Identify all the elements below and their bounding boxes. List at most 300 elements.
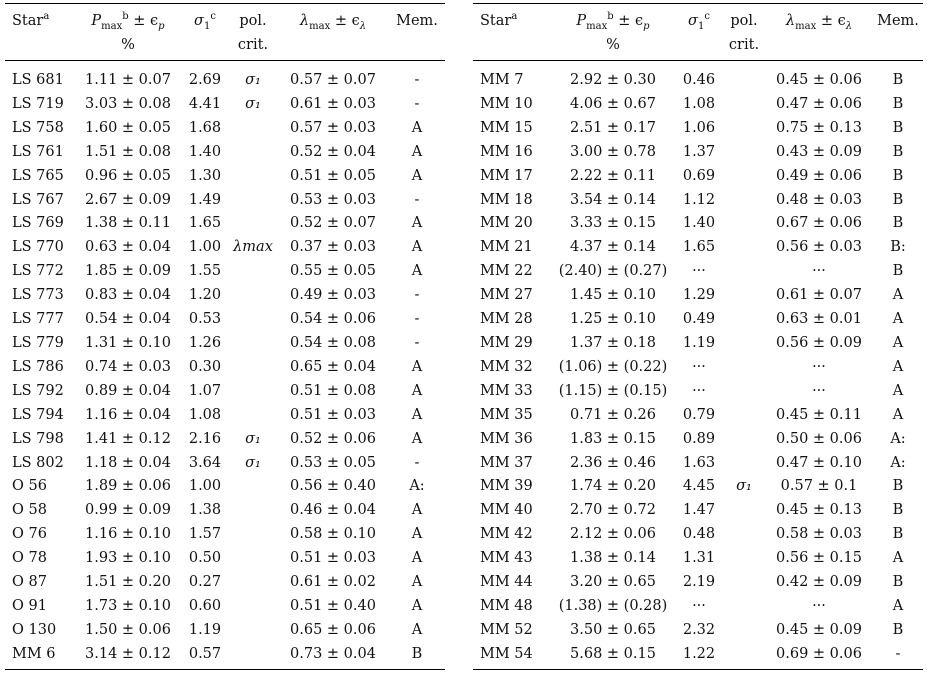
header-membership: Mem.: [389, 4, 445, 34]
cell-lambda: 0.57 ± 0.07: [290, 72, 376, 88]
header-pol-crit: pol.: [229, 4, 277, 34]
cell-pmax: 1.83 ± 0.15: [570, 430, 656, 447]
cell-sigma: 1.12: [682, 191, 716, 208]
header-pmax-unit: %: [551, 33, 675, 61]
cell-pol-crit: [723, 308, 765, 332]
cell-pmax: 3.03 ± 0.08: [85, 95, 171, 112]
cell-lambda: 0.53 ± 0.03: [290, 191, 376, 208]
cell-lambda: 0.51 ± 0.40: [290, 597, 376, 614]
cell-star: LS 772: [12, 263, 64, 280]
cell-star: MM 22: [480, 263, 533, 280]
cell-lambda: 0.45 ± 0.06: [776, 72, 862, 88]
cell-lambda: 0.50 ± 0.06: [776, 430, 862, 447]
cell-star: LS 802: [12, 454, 64, 471]
cell-star: LS 773: [12, 287, 64, 304]
cell-membership: A: [411, 263, 423, 280]
cell-membership: -: [414, 72, 420, 88]
cell-pmax: 1.60 ± 0.05: [85, 119, 171, 136]
cell-pol-crit: [723, 236, 765, 260]
table-row: [5, 523, 445, 547]
cell-sigma: 1.37: [682, 143, 716, 160]
cell-pol-crit: [723, 571, 765, 595]
cell-sigma: 2.32: [682, 621, 716, 638]
cell-pmax: (1.06) ± (0.22): [558, 358, 668, 375]
cell-sigma: 2.16: [188, 430, 222, 447]
cell-membership: A: [411, 550, 423, 567]
cell-sigma: ···: [692, 263, 706, 280]
table-row: [473, 523, 923, 547]
cell-star: MM 37: [480, 454, 533, 471]
cell-pmax: 1.38 ± 0.14: [570, 550, 656, 567]
cell-lambda: 0.47 ± 0.10: [776, 454, 862, 471]
cell-pmax: 1.25 ± 0.10: [570, 311, 656, 328]
table-row: [473, 93, 923, 117]
cell-lambda: 0.56 ± 0.03: [776, 239, 862, 256]
cell-pmax: 1.45 ± 0.10: [570, 287, 656, 304]
table-row: [473, 284, 923, 308]
cell-pmax: 1.50 ± 0.06: [85, 621, 171, 638]
table-row: [473, 619, 923, 643]
cell-pol-crit: [229, 308, 277, 332]
table-row: [473, 356, 923, 380]
cell-lambda: 0.61 ± 0.03: [290, 95, 376, 112]
cell-star: MM 18: [480, 191, 533, 208]
cell-pol-crit: [229, 404, 277, 428]
table-row: [5, 212, 445, 236]
cell-sigma: 0.53: [188, 311, 222, 328]
cell-pmax: 0.83 ± 0.04: [85, 287, 171, 304]
cell-sigma: 1.19: [682, 334, 716, 351]
cell-lambda: 0.49 ± 0.06: [776, 167, 862, 184]
cell-pmax: (2.40) ± (0.27): [558, 263, 668, 280]
cell-pmax: 4.37 ± 0.14: [570, 239, 656, 256]
cell-pol-crit: [723, 547, 765, 571]
cell-pol-crit: [723, 452, 765, 476]
cell-sigma: 0.89: [682, 430, 716, 447]
cell-sigma: 1.40: [682, 215, 716, 232]
cell-pmax: 3.33 ± 0.15: [570, 215, 656, 232]
table-row: [473, 61, 923, 93]
cell-pmax: 2.92 ± 0.30: [570, 72, 656, 88]
header-pmax: $P_{max}^b \pm \epsilon_p$: [75, 4, 181, 34]
header-lambda: $\lambda_{max} \pm \epsilon_\lambda$: [277, 4, 389, 34]
cell-sigma: 1.47: [682, 502, 716, 519]
cell-sigma: 1.08: [682, 95, 716, 112]
header-pmax: $P_{max}^b \pm \epsilon_p$: [551, 4, 675, 34]
cell-pol-crit: [229, 165, 277, 189]
table-header: [473, 4, 923, 61]
table-row: [473, 189, 923, 213]
table-row: [5, 284, 445, 308]
cell-sigma: 0.49: [682, 311, 716, 328]
cell-pol-crit: [229, 571, 277, 595]
cell-star: LS 786: [12, 358, 64, 375]
cell-sigma: 1.08: [188, 406, 222, 423]
cell-lambda: 0.52 ± 0.07: [290, 215, 376, 232]
cell-lambda: 0.42 ± 0.09: [776, 574, 862, 591]
cell-star: MM 21: [480, 239, 533, 256]
cell-pol-crit: [723, 61, 765, 93]
cell-membership: -: [414, 95, 420, 112]
cell-pmax: 0.99 ± 0.09: [85, 502, 171, 519]
table-row: [5, 117, 445, 141]
cell-pol-crit: [723, 643, 765, 669]
table-row: [5, 452, 445, 476]
table-row: [473, 499, 923, 523]
cell-sigma: 1.07: [188, 382, 222, 399]
table-row: [5, 643, 445, 669]
cell-membership: A: [411, 382, 423, 399]
cell-pol-crit: σ₁: [736, 478, 752, 495]
cell-pmax: 1.16 ± 0.04: [85, 406, 171, 423]
header-sigma: $\sigma_1^c$: [675, 4, 723, 34]
cell-pol-crit: [723, 380, 765, 404]
cell-lambda: 0.55 ± 0.05: [290, 263, 376, 280]
cell-lambda: 0.65 ± 0.04: [290, 358, 376, 375]
cell-lambda: 0.61 ± 0.02: [290, 574, 376, 591]
cell-membership: B: [892, 478, 904, 495]
cell-membership: B: [892, 191, 904, 208]
cell-pmax: 3.20 ± 0.65: [570, 574, 656, 591]
cell-pol-crit: [229, 284, 277, 308]
cell-sigma: 0.46: [682, 72, 716, 88]
cell-sigma: 2.69: [188, 72, 222, 88]
cell-star: MM 17: [480, 167, 533, 184]
cell-pol-crit: [723, 619, 765, 643]
cell-pol-crit: [723, 141, 765, 165]
cell-star: MM 33: [480, 382, 533, 399]
table-row: [473, 595, 923, 619]
cell-star: O 87: [12, 574, 47, 591]
cell-membership: A: [892, 406, 904, 423]
cell-sigma: 1.30: [188, 167, 222, 184]
cell-pmax: 1.73 ± 0.10: [85, 597, 171, 614]
cell-membership: B: [892, 167, 904, 184]
cell-star: MM 52: [480, 621, 533, 638]
cell-sigma: 0.57: [181, 643, 229, 669]
table-row: [5, 165, 445, 189]
cell-pmax: 0.71 ± 0.26: [570, 406, 656, 423]
cell-pmax: 1.18 ± 0.04: [85, 454, 171, 471]
cell-membership: B: [892, 263, 904, 280]
cell-lambda: ···: [812, 358, 826, 375]
cell-star: MM 36: [480, 430, 533, 447]
cell-sigma: 0.48: [682, 526, 716, 543]
cell-star: MM 6: [5, 643, 75, 669]
cell-pmax: 1.51 ± 0.20: [85, 574, 171, 591]
header-pmax-unit: %: [75, 33, 181, 61]
cell-lambda: ···: [812, 382, 826, 399]
table-body: [473, 61, 923, 670]
cell-pmax: 3.00 ± 0.78: [570, 143, 656, 160]
cell-lambda: 0.73 ± 0.04: [277, 643, 389, 669]
cell-sigma: 1.49: [188, 191, 222, 208]
cell-lambda: 0.56 ± 0.09: [776, 334, 862, 351]
cell-pol-crit: [229, 356, 277, 380]
cell-star: MM 40: [480, 502, 533, 519]
cell-pol-crit: [229, 523, 277, 547]
cell-sigma: 2.19: [682, 574, 716, 591]
cell-sigma: 1.65: [188, 215, 222, 232]
cell-pol-crit: [229, 475, 277, 499]
cell-membership: B: [892, 621, 904, 638]
table-header: [5, 4, 445, 61]
table-row: [5, 189, 445, 213]
cell-lambda: 0.45 ± 0.09: [776, 621, 862, 638]
header-star: Star$^a$: [473, 4, 551, 34]
cell-pol-crit: [723, 332, 765, 356]
cell-lambda: ···: [812, 597, 826, 614]
cell-pol-crit: [229, 595, 277, 619]
cell-pmax: 0.74 ± 0.03: [85, 358, 171, 375]
cell-star: LS 765: [12, 167, 64, 184]
table-row: [5, 332, 445, 356]
cell-membership: A: [892, 334, 904, 351]
cell-star: MM 10: [480, 95, 533, 112]
table-row: [5, 356, 445, 380]
cell-lambda: 0.54 ± 0.08: [290, 334, 376, 351]
cell-sigma: 4.45: [682, 478, 716, 495]
cell-lambda: 0.51 ± 0.05: [290, 167, 376, 184]
cell-pol-crit: [229, 212, 277, 236]
table-row: [5, 499, 445, 523]
cell-sigma: ···: [692, 597, 706, 614]
cell-pol-crit: [723, 499, 765, 523]
cell-lambda: 0.45 ± 0.11: [776, 406, 862, 423]
table-row: [5, 595, 445, 619]
cell-star: MM 16: [480, 143, 533, 160]
cell-membership: A: [411, 406, 423, 423]
cell-sigma: 4.41: [188, 95, 222, 112]
cell-membership: A: [892, 287, 904, 304]
cell-pmax: 1.16 ± 0.10: [85, 526, 171, 543]
cell-pol-crit: [723, 117, 765, 141]
cell-pol-crit: [229, 189, 277, 213]
cell-membership: B: [389, 643, 445, 669]
cell-star: MM 39: [480, 478, 533, 495]
table-row: [5, 619, 445, 643]
table-row: [473, 260, 923, 284]
cell-pmax: 1.85 ± 0.09: [85, 263, 171, 280]
cell-pmax: 5.68 ± 0.15: [551, 643, 675, 669]
cell-pmax: 3.50 ± 0.65: [570, 621, 656, 638]
cell-membership: A: [411, 574, 423, 591]
cell-sigma: 0.60: [188, 597, 222, 614]
cell-pol-crit: σ₁: [245, 72, 261, 88]
cell-lambda: 0.47 ± 0.06: [776, 95, 862, 112]
cell-pol-crit: σ₁: [245, 95, 261, 112]
cell-lambda: 0.65 ± 0.06: [290, 621, 376, 638]
cell-sigma: 1.68: [188, 119, 222, 136]
cell-star: MM 42: [480, 526, 533, 543]
cell-pol-crit: [229, 547, 277, 571]
cell-pol-crit: [723, 260, 765, 284]
cell-membership: A: [892, 311, 904, 328]
cell-star: MM 43: [480, 550, 533, 567]
cell-pmax: 1.11 ± 0.07: [85, 72, 171, 88]
table-row: [473, 404, 923, 428]
header-lambda: $\lambda_{max} \pm \epsilon_\lambda$: [765, 4, 873, 34]
cell-pmax: 1.37 ± 0.18: [570, 334, 656, 351]
cell-membership: B: [892, 119, 904, 136]
cell-pmax: 2.70 ± 0.72: [570, 502, 656, 519]
cell-pmax: 0.96 ± 0.05: [85, 167, 171, 184]
cell-membership: A: [411, 167, 423, 184]
cell-sigma: 1.26: [188, 334, 222, 351]
cell-pol-crit: [723, 165, 765, 189]
header-pol-crit: pol.: [723, 4, 765, 34]
cell-membership: A: [411, 143, 423, 160]
cell-star: O 76: [12, 526, 47, 543]
cell-membership: B: [892, 72, 904, 88]
cell-pmax: 1.31 ± 0.10: [85, 334, 171, 351]
cell-star: O 130: [12, 621, 57, 638]
polarization-table-left: [5, 3, 445, 670]
cell-sigma: 1.22: [675, 643, 723, 669]
cell-pmax: 1.74 ± 0.20: [570, 478, 656, 495]
cell-pol-crit: λmax: [233, 239, 273, 256]
cell-lambda: 0.52 ± 0.06: [290, 430, 376, 447]
table-row: [5, 61, 445, 93]
cell-pol-crit: [229, 643, 277, 669]
table-row: [473, 212, 923, 236]
table-row: [473, 428, 923, 452]
cell-pol-crit: [723, 595, 765, 619]
cell-membership: A: [411, 621, 423, 638]
cell-pol-crit: σ₁: [245, 430, 261, 447]
cell-sigma: 1.63: [682, 454, 716, 471]
cell-lambda: 0.61 ± 0.07: [776, 287, 862, 304]
table-row: [473, 332, 923, 356]
cell-lambda: 0.58 ± 0.10: [290, 526, 376, 543]
cell-membership: A: [892, 597, 904, 614]
cell-lambda: 0.51 ± 0.03: [290, 550, 376, 567]
cell-membership: A: [411, 526, 423, 543]
cell-membership: B: [892, 526, 904, 543]
table-row: [473, 380, 923, 404]
cell-lambda: 0.75 ± 0.13: [776, 119, 862, 136]
cell-lambda: 0.56 ± 0.15: [776, 550, 862, 567]
cell-sigma: 1.57: [188, 526, 222, 543]
cell-star: MM 7: [480, 72, 524, 88]
cell-sigma: 1.00: [188, 239, 222, 256]
table-row: [5, 428, 445, 452]
cell-pol-crit: [723, 356, 765, 380]
cell-sigma: 1.00: [188, 478, 222, 495]
cell-pol-crit: [723, 93, 765, 117]
cell-sigma: 0.50: [188, 550, 222, 567]
cell-pol-crit: [229, 380, 277, 404]
cell-pmax: 3.54 ± 0.14: [570, 191, 656, 208]
cell-pol-crit: σ₁: [245, 454, 261, 471]
cell-lambda: 0.37 ± 0.03: [290, 239, 376, 256]
cell-pmax: 0.89 ± 0.04: [85, 382, 171, 399]
cell-membership: B: [892, 574, 904, 591]
cell-sigma: 3.64: [188, 454, 222, 471]
cell-sigma: 1.19: [188, 621, 222, 638]
header-pol-crit-2: crit.: [723, 33, 765, 61]
cell-star: MM 29: [480, 334, 533, 351]
cell-pol-crit: [723, 428, 765, 452]
cell-lambda: 0.69 ± 0.06: [765, 643, 873, 669]
cell-sigma: 0.30: [188, 358, 222, 375]
cell-lambda: 0.43 ± 0.09: [776, 143, 862, 160]
cell-pol-crit: [229, 117, 277, 141]
cell-pmax: 1.89 ± 0.06: [85, 478, 171, 495]
cell-membership: B: [892, 143, 904, 160]
cell-lambda: 0.54 ± 0.06: [290, 311, 376, 328]
cell-lambda: 0.67 ± 0.06: [776, 215, 862, 232]
cell-membership: A: [892, 550, 904, 567]
cell-star: LS 719: [12, 95, 64, 112]
cell-sigma: 1.40: [188, 143, 222, 160]
cell-pol-crit: [229, 260, 277, 284]
cell-star: MM 28: [480, 311, 533, 328]
cell-star: LS 767: [12, 191, 64, 208]
table-body: [5, 61, 445, 670]
cell-membership: B: [892, 95, 904, 112]
cell-sigma: 1.65: [682, 239, 716, 256]
header-star: Star$^a$: [5, 4, 75, 34]
cell-pmax: 2.51 ± 0.17: [570, 119, 656, 136]
cell-lambda: 0.56 ± 0.40: [290, 478, 376, 495]
cell-membership: -: [414, 287, 420, 304]
cell-sigma: 0.27: [188, 574, 222, 591]
cell-star: LS 758: [12, 119, 64, 136]
table-row: [473, 141, 923, 165]
table-row: [5, 380, 445, 404]
cell-sigma: ···: [692, 358, 706, 375]
cell-membership: A: [411, 358, 423, 375]
cell-membership: B:: [890, 239, 906, 256]
cell-membership: A:: [890, 454, 906, 471]
cell-pmax: 0.54 ± 0.04: [85, 311, 171, 328]
cell-pol-crit: [723, 189, 765, 213]
cell-pmax: 2.22 ± 0.11: [570, 167, 656, 184]
cell-sigma: 1.20: [188, 287, 222, 304]
cell-pol-crit: [723, 212, 765, 236]
cell-membership: -: [414, 311, 420, 328]
table-row: [5, 571, 445, 595]
cell-lambda: 0.49 ± 0.03: [290, 287, 376, 304]
cell-lambda: 0.57 ± 0.1: [780, 478, 858, 495]
cell-star: MM 35: [480, 406, 533, 423]
cell-star: LS 770: [12, 239, 64, 256]
cell-membership: B: [892, 502, 904, 519]
cell-star: MM 44: [480, 574, 533, 591]
header-sigma: $\sigma_1^c$: [181, 4, 229, 34]
cell-star: LS 779: [12, 334, 64, 351]
table-row: [5, 404, 445, 428]
table-row: [473, 165, 923, 189]
cell-pol-crit: [229, 619, 277, 643]
cell-pol-crit: [723, 284, 765, 308]
cell-lambda: 0.52 ± 0.04: [290, 143, 376, 160]
table-row: [473, 236, 923, 260]
cell-lambda: 0.53 ± 0.05: [290, 454, 376, 471]
cell-membership: -: [414, 191, 420, 208]
cell-star: LS 761: [12, 143, 64, 160]
cell-membership: A:: [409, 478, 425, 495]
cell-lambda: 0.58 ± 0.03: [776, 526, 862, 543]
cell-sigma: 0.79: [682, 406, 716, 423]
header-pol-crit-2: crit.: [229, 33, 277, 61]
cell-pol-crit: [229, 332, 277, 356]
cell-pol-crit: [723, 404, 765, 428]
table-row: [5, 260, 445, 284]
cell-membership: A: [892, 358, 904, 375]
cell-star: MM 20: [480, 215, 533, 232]
